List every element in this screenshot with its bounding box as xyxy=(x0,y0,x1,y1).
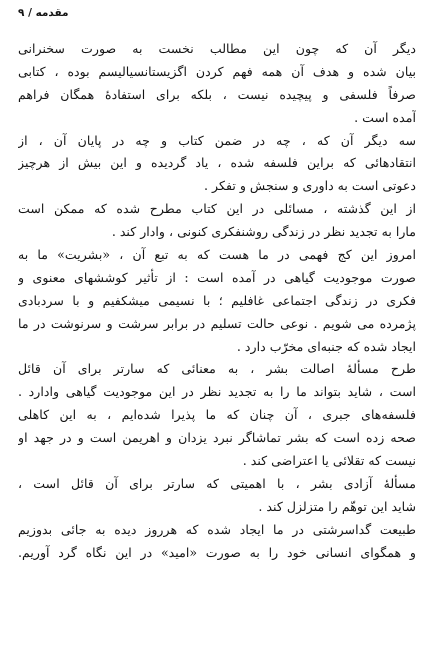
text-line: فکری در زندگی اجتماعی غافلیم ؛ با نسیمی میشکفیم و با سردبادی xyxy=(18,292,416,308)
text-line: امروز این کج فهمی در ما هست که به تبع آن ، «بشریت» ما به xyxy=(18,247,416,263)
body-text xyxy=(18,38,416,564)
text-line: ایجاد شده که جنبه‌ای مخرّب دارد . xyxy=(236,338,416,354)
text-line: مسألهٔ آزادی بشر ، با اهمیتی که سارتر برای آن قائل است ، xyxy=(18,475,416,491)
text-line: طرح مسألهٔ اصالت بشر ، به معنائی که سارتر برای آن قائل xyxy=(18,361,416,377)
text-line: طبیعت گداسرشتی در ما ایجاد شده که هرروز دیده به جائی بدوزیم xyxy=(18,521,416,537)
text-line: آمده است . xyxy=(354,109,416,125)
text-line: انتقادهائی که براین فلسفه شده ، یاد گردیده و این بیش از هرچیز xyxy=(18,155,416,171)
text-line: و همگوای انسانی خود را به صورت «امید» در این نگاه گرد آوریم. xyxy=(18,544,416,560)
text-line: پژمرده می شویم . نوعی حالت تسلیم در برابر سرشت و سرنوشت در ما xyxy=(18,315,416,331)
text-line: دعوتی است به داوری و سنجش و تفکر . xyxy=(204,178,416,194)
text-line: صورت موجودیت گیاهی در آمده است : از تأثیر کوششهای معنوی و xyxy=(18,269,416,285)
text-line: صحه زده است که بشر تماشاگر نبرد یزدان و اهریمن است و در جهد او xyxy=(18,430,416,446)
text-line: صرفاً فلسفی و پیچیده نیست ، بلکه برای استفادهٔ همگان فراهم xyxy=(18,86,416,102)
text-line: از این گذشته ، مسائلی در این کتاب مطرح شده که ممکن است xyxy=(18,201,416,217)
running-header: مقدمه / ۹ xyxy=(18,7,69,19)
text-line: است ، شاید بتواند ما را به تجدید نظر در این موجودیت گیاهی وادارد . xyxy=(18,384,416,400)
text-line: سه دیگر آن که ، چه در ضمن کتاب و چه در پایان آن ، از xyxy=(18,132,416,148)
text-line: دیگر آن که چون این مطالب نخست به صورت سخنرانی xyxy=(18,41,416,56)
text-line: فلسفه‌های جبری ، آن چنان که ما پذیرا شده‌ایم ، به این کاهلی xyxy=(18,407,416,423)
text-line: بیان شده و هدف آن همه فهم کردن اگزیستانسیالیسم بوده ، کتابی xyxy=(18,63,416,79)
text-line: مارا به تجدید نظر در زندگی روشنفکری کنونی ، وادار کند . xyxy=(111,224,416,240)
text-line: نیست که تقلائی یا اعتراضی کند . xyxy=(242,453,416,469)
text-line: شاید این توهّم را متزلزل کند . xyxy=(258,498,416,514)
